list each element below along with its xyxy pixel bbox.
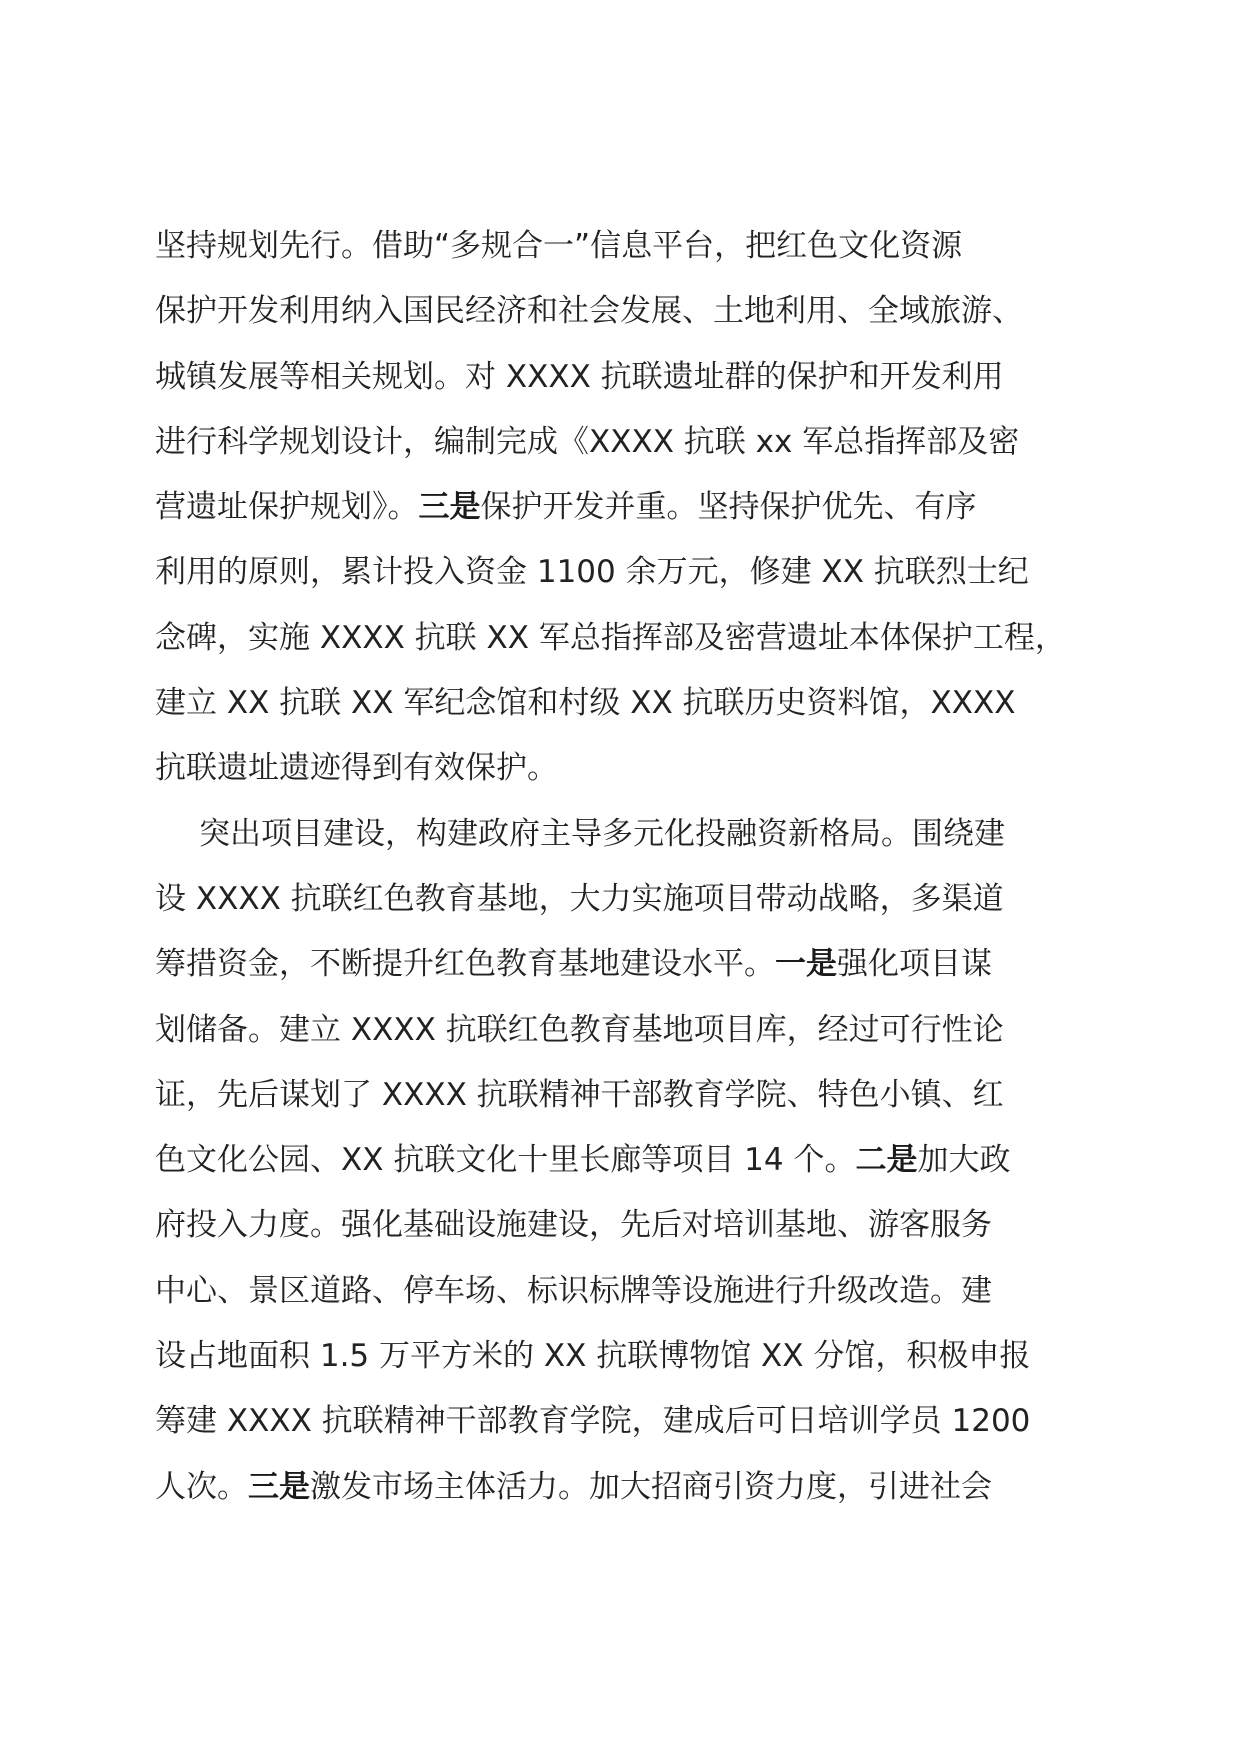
text-line: 城镇发展等相关规划。对 XXXX 抗联遗址群的保护和开发利用 xyxy=(155,358,1004,395)
text-line xyxy=(155,475,1115,540)
text-line: 筹建 XXXX 抗联精神干部教育学院，建成后可日培训学员 1200 xyxy=(155,1403,1031,1440)
bold-ordinal-one: 一是 xyxy=(775,946,837,983)
text-line: 划储备。建立 XXXX 抗联红色教育基地项目库，经过可行性论 xyxy=(155,1011,1004,1048)
text-line: 中心、景区道路、停车场、标识标牌等设施进行升级改造。建 xyxy=(155,1272,992,1309)
text-segment: 人次。 xyxy=(155,1468,248,1505)
text-segment: 色文化公园、XX 抗联文化十里长廊等项目 14 个。 xyxy=(155,1142,856,1179)
text-line: 利用的原则，累计投入资金 1100 余万元，修建 XX 抗联烈士纪 xyxy=(155,554,1029,591)
bold-ordinal-three: 三是 xyxy=(418,489,481,526)
text-segment: 保护开发并重。坚持保护优先、有序 xyxy=(480,489,977,526)
bold-ordinal-three: 三是 xyxy=(248,1468,310,1505)
text-line: 坚持规划先行。借助“多规合一”信息平台，把红色文化资源 xyxy=(155,228,963,264)
text-line xyxy=(155,1128,1115,1193)
text-line: 府投入力度。强化基础设施建设，先后对培训基地、游客服务 xyxy=(155,1207,992,1244)
text-line: 设 XXXX 抗联红色教育基地，大力实施项目带动战略，多渠道 xyxy=(155,880,1004,917)
text-line: 念碑，实施 XXXX 抗联 XX 军总指挥部及密营遗址本体保护工程， xyxy=(155,619,1066,656)
text-segment: 筹措资金，不断提升红色教育基地建设水平。 xyxy=(155,946,775,983)
text-line: 设占地面积 1.5 万平方米的 XX 抗联博物馆 XX 分馆，积极申报 xyxy=(155,1338,1031,1375)
text-segment: 营遗址保护规划》。 xyxy=(155,489,419,526)
document-body xyxy=(155,214,1115,1520)
text-line: 抗联遗址遗迹得到有效保护。 xyxy=(155,750,558,787)
text-line: 突出项目建设，构建政府主导多元化投融资新格局。围绕建 xyxy=(199,815,1005,852)
text-line xyxy=(155,1455,1115,1520)
paragraph-project-construction xyxy=(155,802,1115,1520)
text-segment: 强化项目谋 xyxy=(837,946,992,983)
text-line: 证，先后谋划了 XXXX 抗联精神干部教育学院、特色小镇、红 xyxy=(155,1076,1004,1113)
text-segment: 加大政 xyxy=(917,1142,1011,1179)
text-line xyxy=(155,932,1115,997)
text-segment: 激发市场主体活力。加大招商引资力度，引进社会 xyxy=(310,1468,992,1505)
text-line: 保护开发利用纳入国民经济和社会发展、土地利用、全域旅游、 xyxy=(155,293,1023,330)
bold-ordinal-two: 二是 xyxy=(855,1142,918,1179)
text-line: 建立 XX 抗联 XX 军纪念馆和村级 XX 抗联历史资料馆，XXXX xyxy=(155,685,1016,722)
text-line: 进行科学规划设计，编制完成《XXXX 抗联 xx 军总指挥部及密 xyxy=(155,423,1020,460)
paragraph-planning xyxy=(155,214,1115,802)
